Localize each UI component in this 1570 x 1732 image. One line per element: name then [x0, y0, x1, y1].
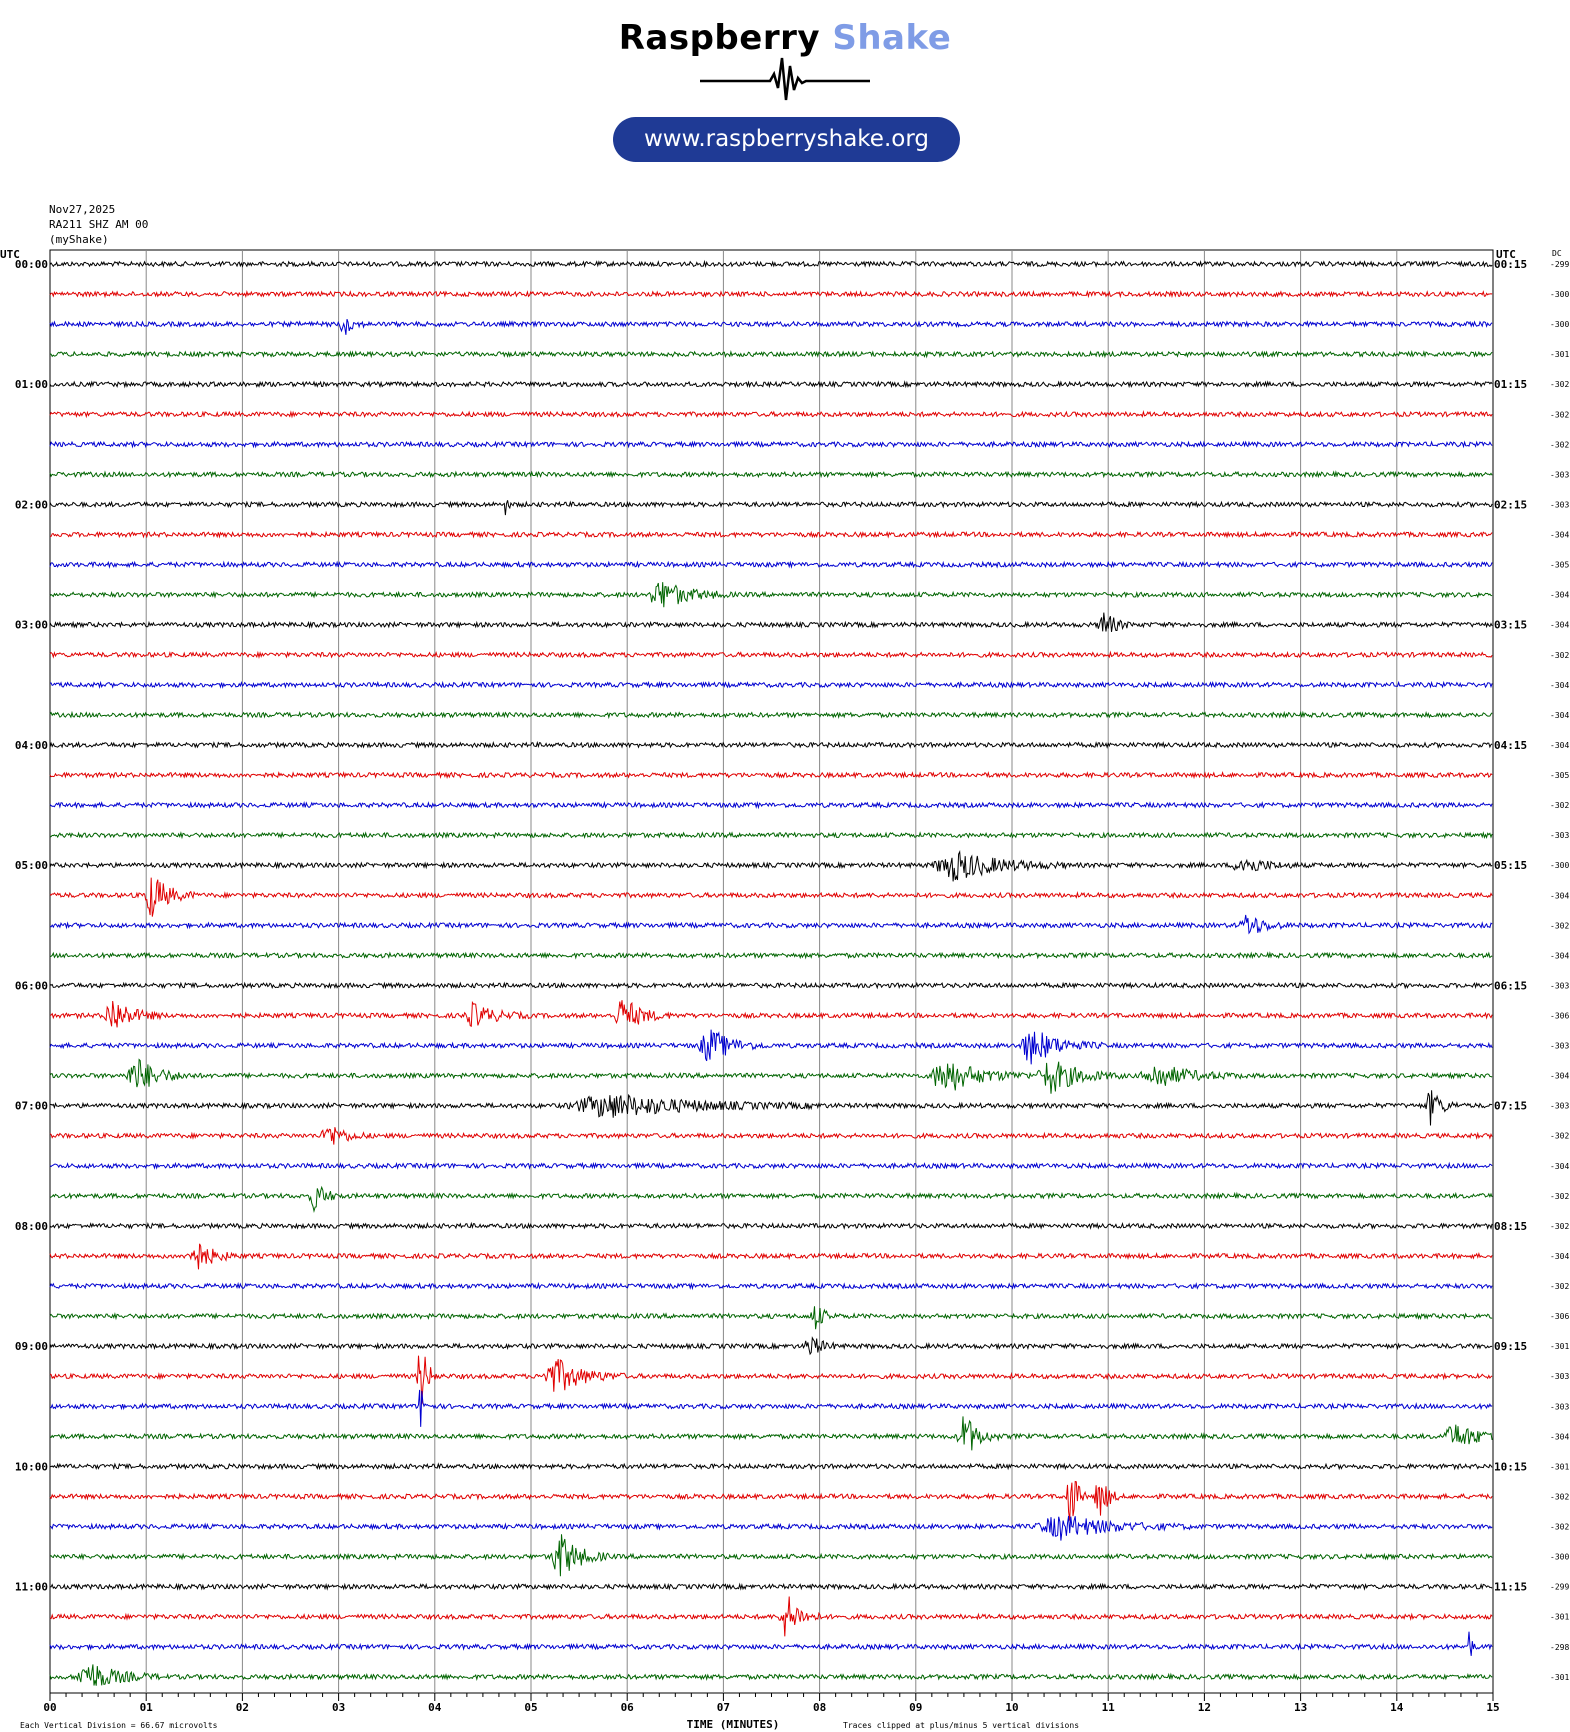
- x-tick-label: 01: [139, 1701, 153, 1714]
- hour-label-right: 07:15: [1494, 1099, 1528, 1113]
- x-tick-label: 12: [1197, 1701, 1212, 1714]
- x-tick-label: 14: [1390, 1701, 1404, 1714]
- seismic-trace: [50, 582, 1492, 607]
- seismic-trace: [50, 319, 1492, 335]
- hour-label-left: 01:00: [14, 378, 48, 392]
- seismic-trace: [50, 653, 1492, 658]
- dc-offset-label: -304: [1550, 1071, 1570, 1081]
- hour-label-left: 06:00: [14, 979, 48, 993]
- dc-offset-label: -303: [1550, 1041, 1570, 1051]
- dc-offset-label: -300: [1550, 861, 1570, 871]
- dc-offset-label: -305: [1550, 771, 1570, 781]
- dc-offset-label: -300: [1550, 320, 1570, 330]
- seismic-trace: [50, 1482, 1492, 1521]
- seismic-trace: [50, 1030, 1492, 1065]
- footer-scale-note: Each Vertical Division = 66.67 microvolts: [20, 1721, 218, 1730]
- hour-label-right: 03:15: [1494, 618, 1528, 632]
- header-station: RA211 SHZ AM 00: [49, 218, 149, 231]
- x-tick-label: 02: [235, 1701, 250, 1714]
- dc-offset-label: -305: [1550, 560, 1570, 570]
- dc-offset-label: -303: [1550, 981, 1570, 991]
- dc-offset-label: -301: [1550, 1672, 1570, 1682]
- dc-offset-label: -302: [1550, 1522, 1570, 1532]
- dc-offset-label: -301: [1550, 1342, 1570, 1352]
- hour-label-left: 08:00: [14, 1219, 48, 1233]
- seismic-trace: [50, 1284, 1492, 1289]
- dc-offset-label: -302: [1550, 921, 1570, 931]
- dc-offset-label: -304: [1550, 680, 1570, 690]
- seismic-trace: [50, 1597, 1492, 1637]
- seismic-trace: [50, 1306, 1492, 1329]
- seismic-trace: [50, 1516, 1492, 1541]
- header-network: (myShake): [49, 233, 109, 246]
- dc-offset-label: -303: [1550, 831, 1570, 841]
- seismic-trace: [50, 1187, 1492, 1211]
- dc-offset-label: -302: [1550, 650, 1570, 660]
- seismic-trace: [50, 1224, 1492, 1229]
- dc-offset-label: -298: [1550, 1642, 1570, 1652]
- footer-clip-note: Traces clipped at plus/minus 5 vertical divisions: [843, 1721, 1080, 1730]
- dc-offset-label: -301: [1550, 350, 1570, 360]
- dc-offset-label: -303: [1550, 1402, 1570, 1412]
- hour-label-right: 09:15: [1494, 1340, 1528, 1354]
- seismic-trace: [50, 500, 1492, 515]
- seismic-trace: [50, 292, 1492, 297]
- hour-label-right: 02:15: [1494, 498, 1528, 512]
- seismic-trace: [50, 262, 1492, 267]
- hour-label-left: 09:00: [14, 1340, 48, 1354]
- seismic-trace: [50, 683, 1492, 688]
- x-tick-label: 11: [1101, 1701, 1115, 1714]
- dc-offset-label: -302: [1550, 1191, 1570, 1201]
- x-tick-label: 00: [43, 1701, 57, 1714]
- x-tick-label: 06: [620, 1701, 634, 1714]
- header-date: Nov27,2025: [49, 203, 116, 216]
- seismic-trace: [50, 382, 1492, 387]
- seismic-trace: [50, 472, 1492, 477]
- hour-label-right: 00:15: [1494, 258, 1528, 271]
- seismic-trace: [50, 442, 1492, 447]
- dc-offset-label: -299: [1550, 260, 1570, 269]
- seismic-trace: [50, 1338, 1492, 1354]
- dc-column-title: DC: [1552, 249, 1562, 258]
- seismic-trace: [50, 852, 1492, 882]
- x-axis-label: TIME (MINUTES): [686, 1718, 780, 1731]
- plot-frame: [50, 250, 1493, 1693]
- hour-label-left: 11:00: [14, 1580, 48, 1594]
- dc-offset-label: -302: [1550, 440, 1570, 450]
- dc-offset-label: -306: [1550, 1011, 1570, 1021]
- seismic-trace: [50, 1464, 1492, 1469]
- website-url-badge[interactable]: www.raspberryshake.org: [613, 117, 960, 162]
- dc-offset-label: -303: [1550, 470, 1570, 480]
- dc-offset-label: -301: [1550, 1462, 1570, 1472]
- hour-label-left: 10:00: [14, 1460, 48, 1474]
- seismic-trace: [50, 562, 1492, 567]
- seismic-trace: [50, 833, 1492, 838]
- seismic-trace: [50, 743, 1492, 748]
- hour-label-right: 11:15: [1494, 1580, 1528, 1594]
- x-tick-label: 05: [524, 1701, 538, 1714]
- dc-offset-label: -301: [1550, 1612, 1570, 1622]
- x-tick-label: 03: [331, 1701, 346, 1714]
- dc-offset-label: -302: [1550, 380, 1570, 390]
- hour-label-right: 04:15: [1494, 738, 1528, 752]
- left-axis-title: UTC: [0, 248, 20, 261]
- seismic-trace: [50, 1164, 1492, 1169]
- seismic-trace: [50, 983, 1492, 988]
- x-tick-label: 09: [909, 1701, 923, 1714]
- dc-offset-label: -302: [1550, 1131, 1570, 1141]
- seismic-trace: [50, 352, 1492, 357]
- seismic-trace: [50, 953, 1492, 958]
- seismic-trace: [50, 1000, 1492, 1027]
- dc-offset-label: -302: [1550, 410, 1570, 420]
- dc-offset-label: -304: [1550, 1251, 1570, 1261]
- hour-label-left: 04:00: [14, 738, 48, 752]
- logo-word-shake: Shake: [832, 18, 952, 58]
- dc-offset-label: -304: [1550, 891, 1570, 901]
- seismic-trace: [50, 1416, 1492, 1450]
- seismic-trace: [50, 1244, 1492, 1270]
- hour-label-right: 05:15: [1494, 859, 1528, 873]
- dc-offset-label: -303: [1550, 500, 1570, 510]
- hour-label-left: 05:00: [14, 859, 48, 873]
- seismic-trace: [50, 1356, 1492, 1405]
- seismic-trace: [50, 915, 1492, 933]
- dc-offset-label: -304: [1550, 951, 1570, 961]
- seismic-trace: [50, 1664, 1492, 1685]
- dc-offset-label: -300: [1550, 290, 1570, 300]
- seismic-trace: [50, 1060, 1492, 1094]
- hour-label-left: 07:00: [14, 1099, 48, 1113]
- dc-offset-label: -303: [1550, 1101, 1570, 1111]
- hour-label-left: 03:00: [14, 618, 48, 632]
- x-tick-label: 15: [1486, 1701, 1500, 1714]
- seismic-trace: [50, 878, 1492, 917]
- seismic-trace: [50, 1632, 1492, 1656]
- x-tick-label: 10: [1005, 1701, 1019, 1714]
- seismic-trace: [50, 1090, 1492, 1125]
- hour-label-right: 10:15: [1494, 1460, 1528, 1474]
- hour-label-right: 06:15: [1494, 979, 1528, 993]
- hour-label-left: 02:00: [14, 498, 48, 512]
- dc-offset-label: -299: [1550, 1582, 1570, 1592]
- dc-offset-label: -302: [1550, 801, 1570, 811]
- dc-offset-label: -304: [1550, 620, 1570, 630]
- dc-offset-label: -303: [1550, 1372, 1570, 1382]
- dc-offset-label: -304: [1550, 740, 1570, 750]
- seismic-trace: [50, 1584, 1492, 1589]
- seismic-trace: [50, 613, 1492, 632]
- x-tick-label: 08: [812, 1701, 827, 1714]
- dc-offset-label: -302: [1550, 1492, 1570, 1502]
- seismic-trace: [50, 773, 1492, 778]
- dc-offset-label: -304: [1550, 530, 1570, 540]
- seismic-trace: [50, 1390, 1492, 1427]
- dc-offset-label: -304: [1550, 1432, 1570, 1442]
- dc-offset-label: -304: [1550, 710, 1570, 720]
- x-tick-label: 13: [1293, 1701, 1308, 1714]
- seismic-trace: [50, 412, 1492, 417]
- logo-word-raspberry: Raspberry: [618, 18, 821, 58]
- hour-label-left: 00:00: [14, 258, 48, 271]
- dc-offset-label: -304: [1550, 590, 1570, 600]
- dc-offset-label: -302: [1550, 1221, 1570, 1231]
- x-tick-label: 04: [428, 1701, 442, 1714]
- seismic-trace: [50, 1534, 1492, 1576]
- dc-offset-label: -302: [1550, 1282, 1570, 1292]
- seismic-trace: [50, 532, 1492, 537]
- dc-offset-label: -300: [1550, 1552, 1570, 1562]
- x-tick-label: 07: [716, 1701, 731, 1714]
- seismic-trace: [50, 803, 1492, 808]
- dc-offset-label: -306: [1550, 1312, 1570, 1322]
- dc-offset-label: -304: [1550, 1161, 1570, 1171]
- seismic-trace: [50, 713, 1492, 718]
- seismic-trace: [50, 1127, 1492, 1144]
- hour-label-right: 08:15: [1494, 1219, 1528, 1233]
- hour-label-right: 01:15: [1494, 378, 1528, 392]
- right-axis-title: UTC: [1496, 248, 1516, 261]
